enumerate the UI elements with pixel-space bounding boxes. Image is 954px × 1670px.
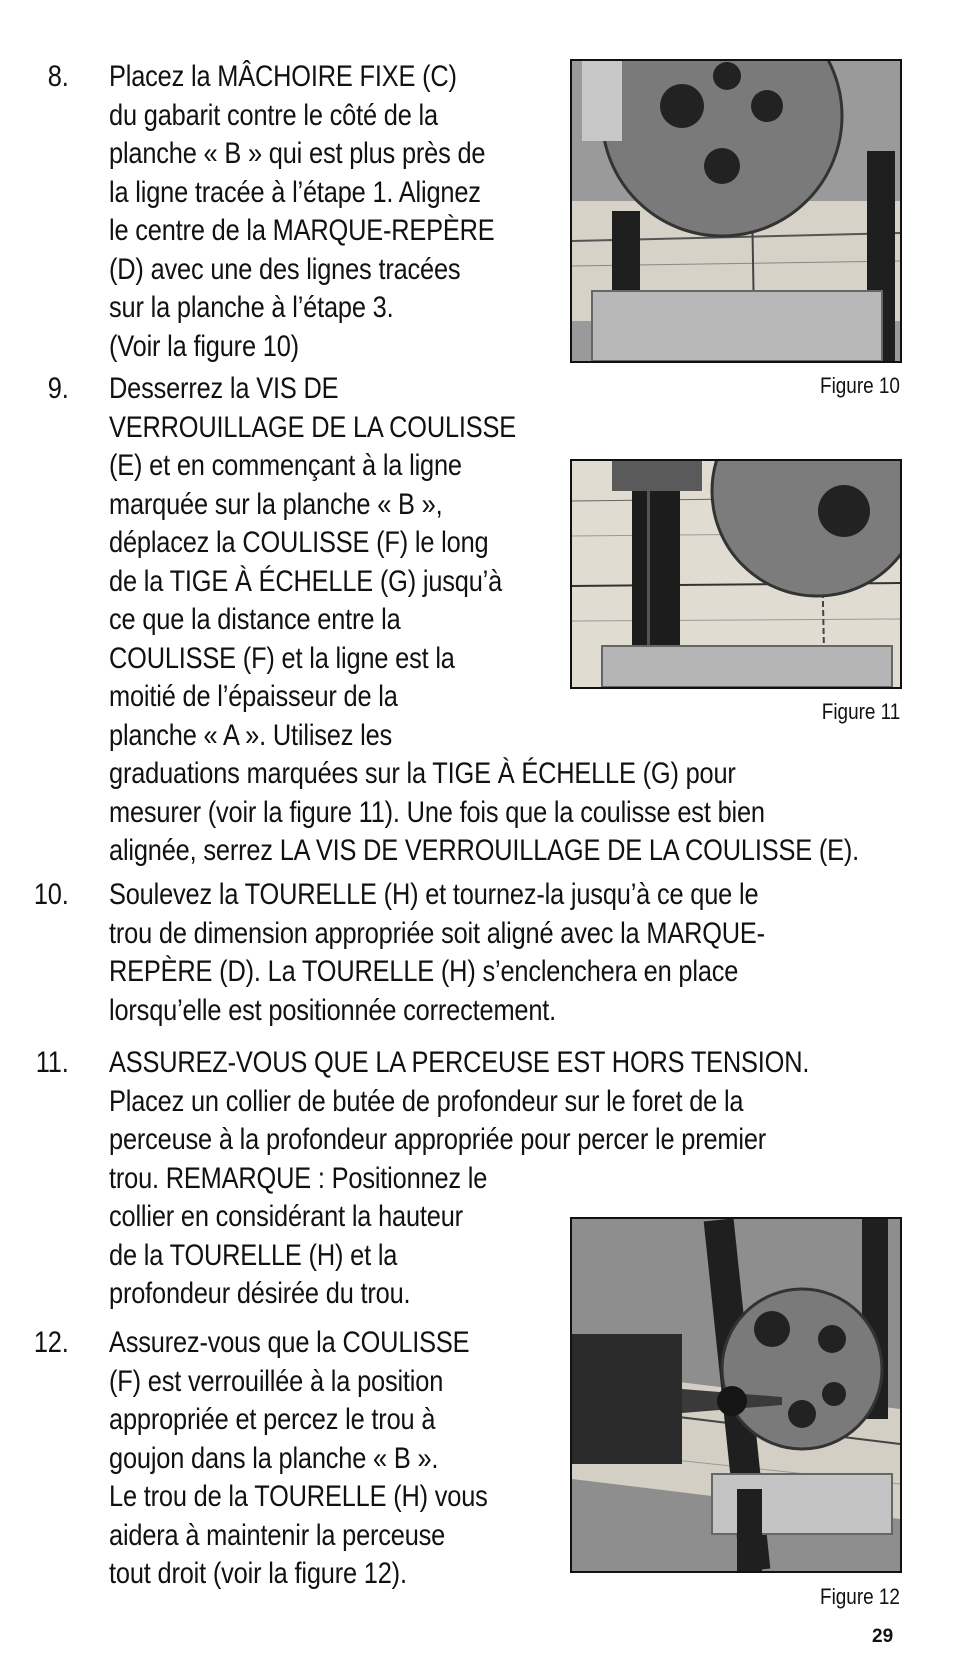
step-8-text: [109, 58, 495, 366]
text-line: (D) avec une des lignes tracées: [109, 252, 461, 286]
text-line: tout droit (voir la figure 12).: [109, 1557, 407, 1590]
step-12-text: [109, 1324, 488, 1594]
text-line: Le trou de la TOURELLE (H) vous: [109, 1480, 488, 1513]
text-line: mesurer (voir la figure 11). Une fois que la coulisse est bien: [109, 795, 765, 829]
text-line: collier en considérant la hauteur: [109, 1200, 463, 1233]
text-line: déplacez la COULISSE (F) le long: [109, 526, 489, 559]
text-line: Placez un collier de butée de profondeur sur le foret de la: [109, 1084, 744, 1118]
text-line: lorsqu’elle est positionnée correctement.: [109, 993, 557, 1027]
text-line: ce que la distance entre la: [109, 603, 401, 636]
text-line: moitié de l’épaisseur de la: [109, 680, 398, 713]
step-number: 8.: [47, 60, 69, 93]
text-line: du gabarit contre le côté de la: [109, 98, 438, 132]
figure-12-photo: [570, 1217, 902, 1573]
text-line: COULISSE (F) et la ligne est la: [109, 641, 455, 675]
figure-12-caption: Figure 12: [820, 1584, 900, 1609]
text-line: aidera à maintenir la perceuse: [109, 1518, 446, 1552]
text-line: (E) et en commençant à la ligne: [109, 449, 462, 482]
text-line: ASSUREZ-VOUS QUE LA PERCEUSE EST HORS TENSION.: [109, 1046, 810, 1079]
text-line: (Voir la figure 10): [109, 329, 299, 363]
text-line: Assurez-vous que la COULISSE: [109, 1326, 470, 1359]
text-line: alignée, serrez LA VIS DE VERROUILLAGE DE LA COULISSE (E).: [109, 834, 860, 867]
text-line: trou. REMARQUE : Positionnez le: [109, 1161, 488, 1195]
text-line: REPÈRE (D). La TOURELLE (H) s’enclenchera en place: [109, 955, 739, 988]
text-line: appropriée et percez le trou à: [109, 1403, 436, 1436]
step-number: 10.: [33, 878, 69, 911]
step-number: 11.: [35, 1046, 69, 1079]
text-line: de la TIGE À ÉCHELLE (G) jusqu’à: [109, 564, 503, 598]
text-line: le centre de la MARQUE-REPÈRE: [109, 214, 495, 247]
figure-11-photo: [570, 459, 902, 689]
text-line: planche « B » qui est plus près de: [109, 137, 486, 170]
figure-11-caption: Figure 11: [821, 699, 900, 724]
step-number: 12.: [33, 1326, 69, 1359]
text-line: Soulevez la TOURELLE (H) et tournez-la jusqu’à ce que le: [109, 878, 759, 911]
step-number: 9.: [47, 372, 69, 405]
step-10-text: [109, 876, 765, 1030]
figure-10-photo: [570, 59, 902, 363]
page-number: 29: [872, 1626, 894, 1647]
text-line: Placez la MÂCHOIRE FIXE (C): [109, 60, 457, 93]
text-line: marquée sur la planche « B »,: [109, 487, 443, 521]
text-line: Desserrez la VIS DE: [109, 372, 339, 405]
text-line: profondeur désirée du trou.: [109, 1277, 411, 1310]
text-line: planche « A ». Utilisez les: [109, 718, 393, 752]
text-line: trou de dimension appropriée soit aligné avec la MARQUE-: [109, 916, 765, 950]
text-line: de la TOURELLE (H) et la: [109, 1238, 398, 1272]
figure-10-caption: Figure 10: [820, 373, 900, 398]
text-line: (F) est verrouillée à la position: [109, 1364, 444, 1398]
text-line: graduations marquées sur la TIGE À ÉCHELLE (G) pour: [109, 757, 736, 790]
text-line: goujon dans la planche « B ».: [109, 1441, 439, 1475]
text-line: perceuse à la profondeur appropriée pour percer le premier: [109, 1123, 767, 1156]
text-line: la ligne tracée à l’étape 1. Alignez: [109, 175, 481, 209]
text-line: sur la planche à l’étape 3.: [109, 291, 394, 324]
text-line: VERROUILLAGE DE LA COULISSE: [109, 410, 517, 444]
